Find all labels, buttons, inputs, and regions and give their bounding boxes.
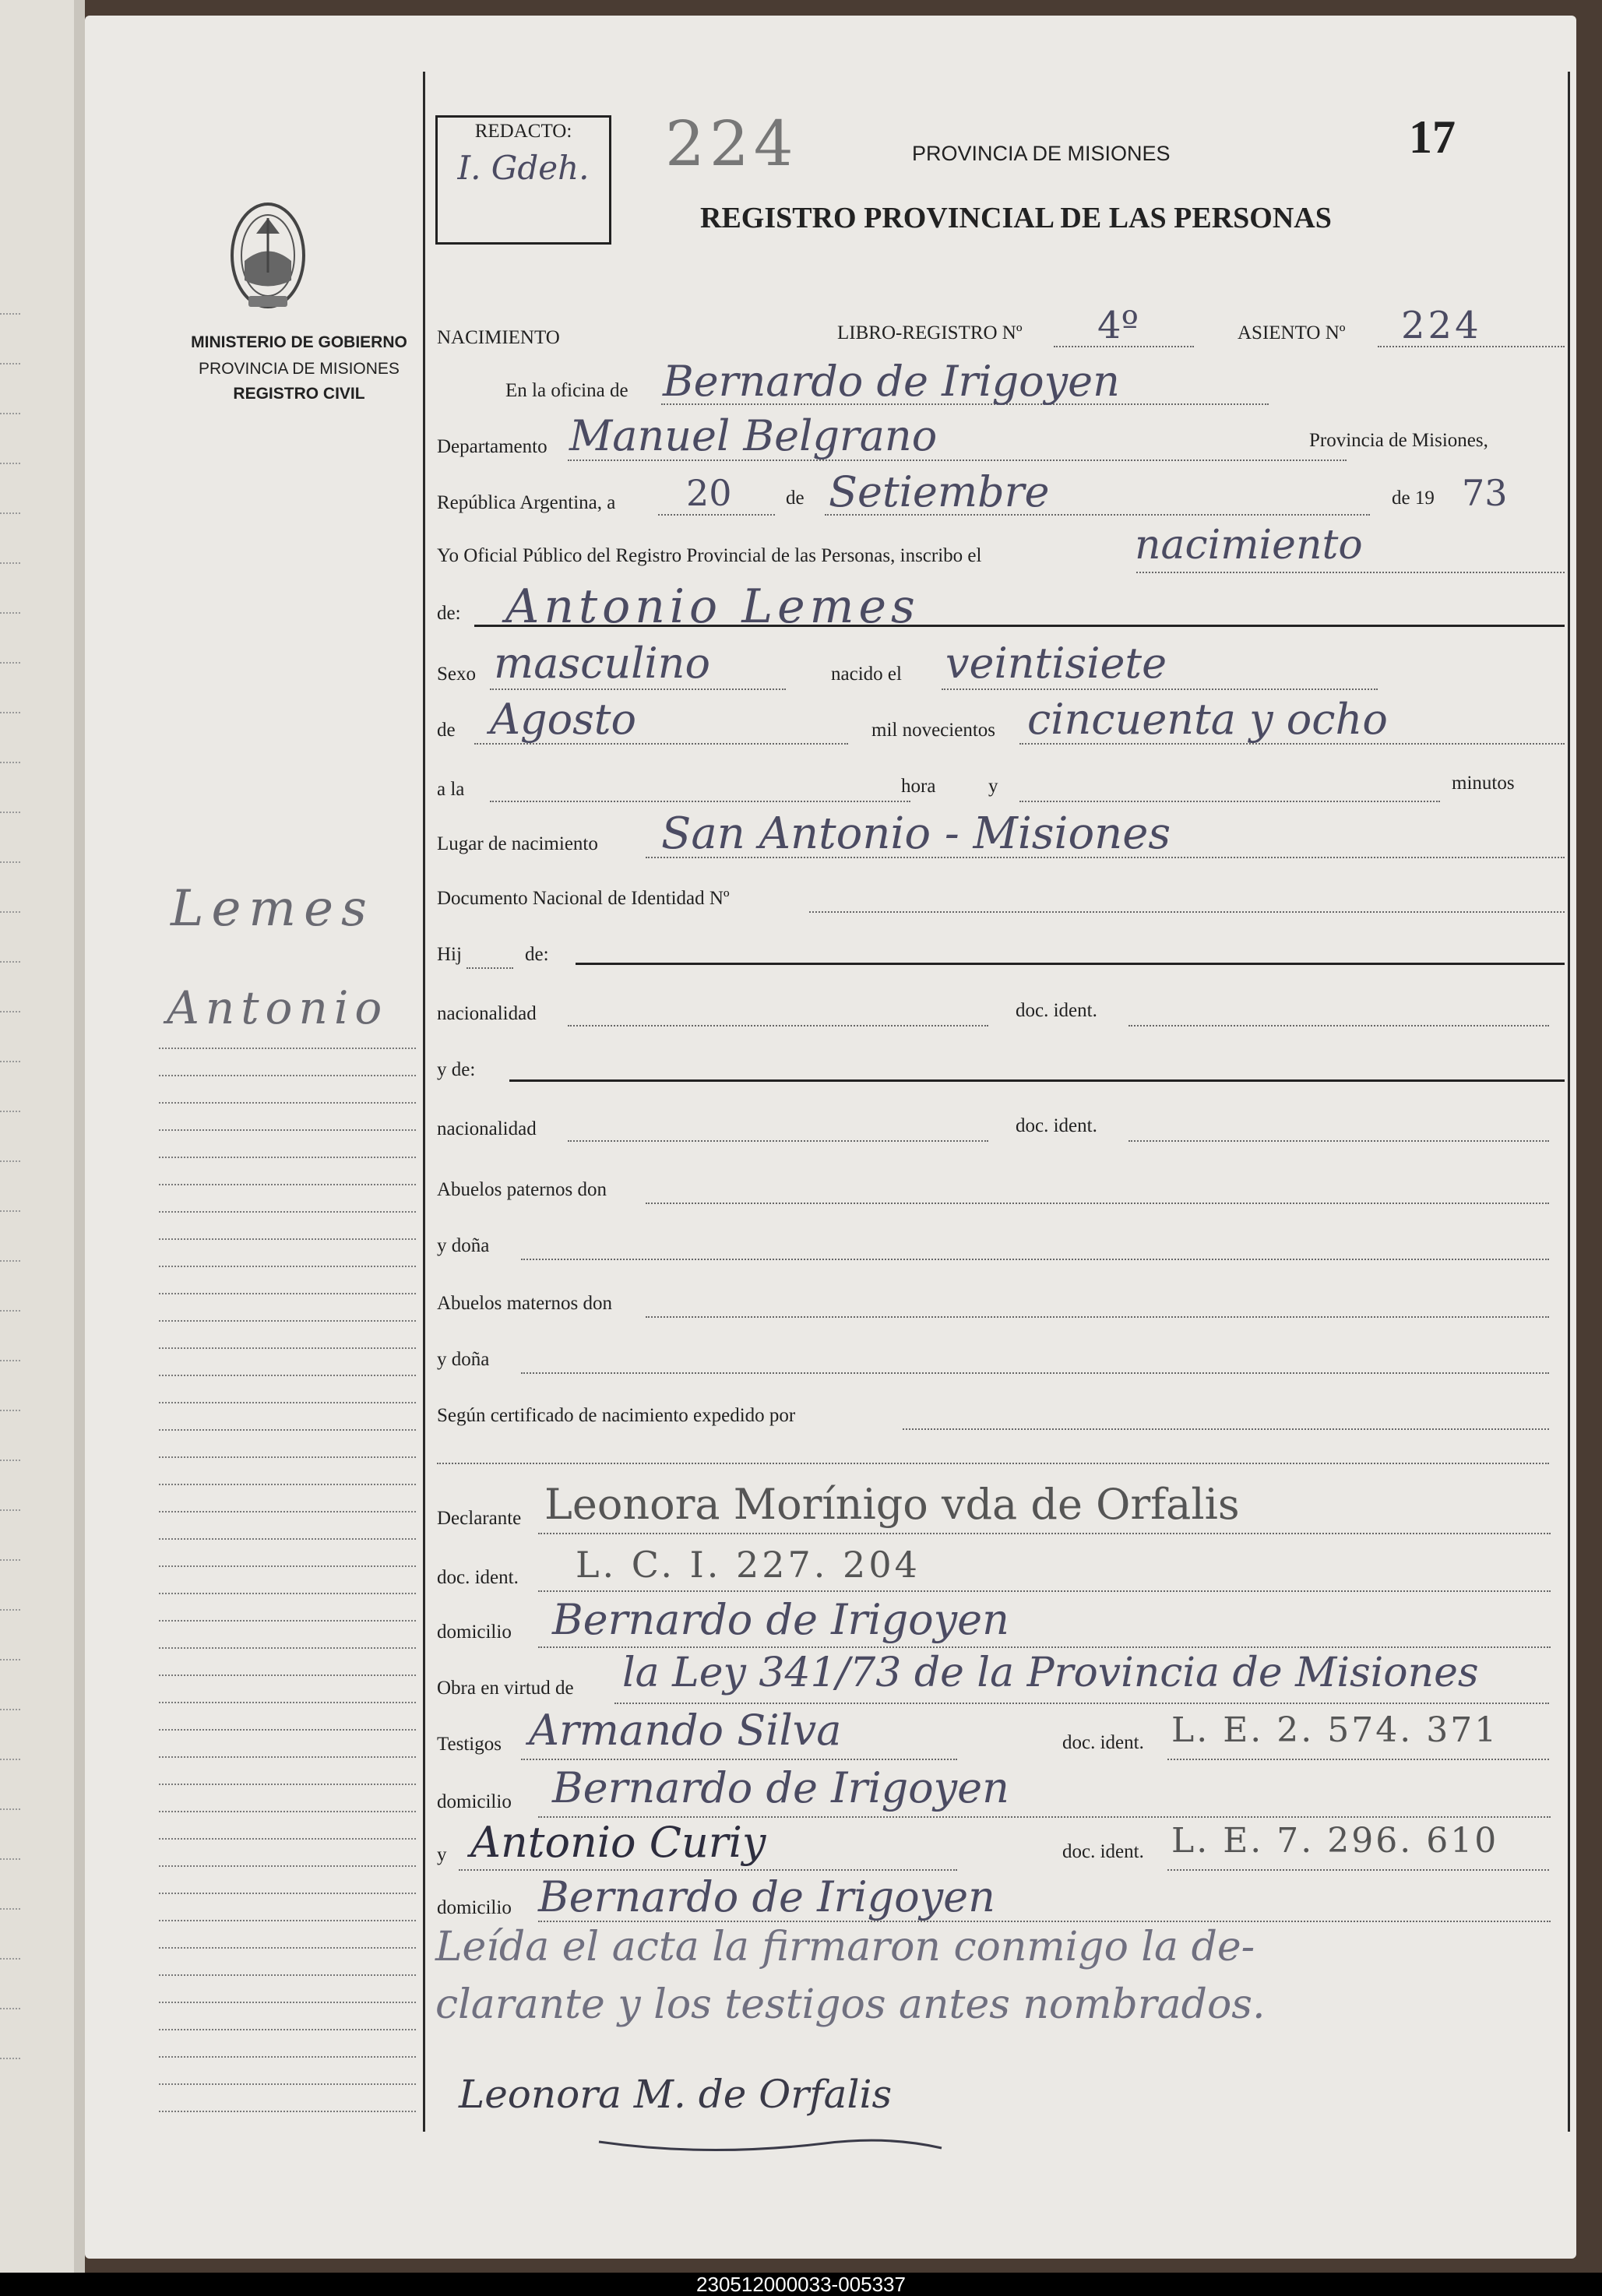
minutos-label: minutos [1452,773,1515,794]
margin-rule [423,72,425,2132]
year-value: 73 [1462,472,1508,514]
y2-label: y [437,1844,447,1865]
testigo1-dom-label: domicilio [437,1791,512,1812]
margin-name: Antonio [167,981,389,1034]
testigo2-doc-value: L. E. 7. 296. 610 [1171,1821,1499,1861]
testigo2-dom-label: domicilio [437,1897,512,1918]
abuelos-paternos-label: Abuelos paternos don [437,1179,607,1200]
closing-line-1: Leída el acta la firmaron conmigo la de- [435,1924,1255,1970]
right-rule [1568,72,1570,2132]
de-label: de [786,488,805,509]
obra-value: la Ley 341/73 de la Provincia de Misiones [622,1650,1479,1696]
person-name-value: Antonio Lemes [505,579,920,634]
domicilio-value: Bernardo de Irigoyen [552,1595,1009,1644]
mil-label: mil novecientos [871,720,995,741]
y-dona-label-1: y doña [437,1235,490,1256]
redacto-value: I. Gdeh. [457,149,590,187]
republica-label: República Argentina, a [437,492,616,513]
declarante-label: Declarante [437,1508,522,1529]
hij-de-label: de: [525,944,549,965]
obra-label: Obra en virtud de [437,1678,574,1699]
y-label: y [988,776,998,797]
nacionalidad-label: nacionalidad [437,1003,537,1024]
testigo2-value: Antonio Curiy [470,1818,766,1867]
testigo1-doc-label: doc. ident. [1062,1732,1144,1753]
domicilio-label: domicilio [437,1622,512,1643]
declarante-doc-label: doc. ident. [437,1567,519,1588]
register-page [85,16,1576,2259]
testigo1-value: Armando Silva [529,1706,842,1755]
a-la-label: a la [437,779,465,800]
ministry-label: MINISTERIO DE GOBIERNO [191,333,407,351]
doc-ident-label-1: doc. ident. [1016,1000,1097,1021]
person-de-label: de: [437,603,461,624]
oficina-label: En la oficina de [505,380,628,401]
page-number: 17 [1409,111,1456,163]
previous-page-edge [0,0,74,2296]
oficial-value: nacimiento [1135,522,1363,569]
hij-label: Hij [437,944,462,965]
departamento-label: Departamento [437,436,547,457]
oficial-label: Yo Oficial Público del Registro Provincial de las Personas, inscribo el [437,545,982,566]
doc-ident-label-2: doc. ident. [1016,1115,1097,1136]
libro-label: LIBRO-REGISTRO Nº [837,322,1023,343]
redacto-label: REDACTO: [474,121,572,142]
provincia-label: Provincia de Misiones, [1309,430,1488,451]
libro-value: 4º [1097,304,1139,347]
page-title: REGISTRO PROVINCIAL DE LAS PERSONAS [700,202,1332,234]
sexo-label: Sexo [437,664,476,685]
province-heading: PROVINCIA DE MISIONES [912,142,1171,165]
lugar-value: San Antonio - Misiones [661,808,1171,859]
day-value: 20 [686,472,732,514]
book-spine [74,0,85,2296]
closing-line-2: clarante y los testigos antes nombrados. [435,1981,1266,2028]
scan-id-footer: 230512000033-005337 [0,2273,1602,2296]
testigo1-dom-value: Bernardo de Irigoyen [552,1763,1009,1812]
nacido-value: veintisiete [945,639,1167,688]
testigo2-doc-label: doc. ident. [1062,1841,1144,1862]
oficina-value: Bernardo de Irigoyen [663,357,1120,406]
month-value: Setiembre [829,467,1050,516]
testigos-label: Testigos [437,1734,502,1755]
birth-year-value: cincuenta y ocho [1027,695,1388,744]
y-de-label: y de: [437,1059,476,1080]
lugar-label: Lugar de nacimiento [437,833,598,854]
declarante-doc-value: L. C. I. 227. 204 [576,1544,921,1586]
provincial-seal-icon [225,187,311,327]
nacionalidad2-label: nacionalidad [437,1118,537,1139]
testigo2-dom-value: Bernardo de Irigoyen [538,1872,995,1921]
hora-label: hora [901,776,936,797]
birth-month-value: Agosto [490,695,636,744]
sexo-value: masculino [494,639,710,688]
birth-de-label: de [437,720,456,741]
abuelos-maternos-label: Abuelos maternos don [437,1293,612,1314]
year-label: de 19 [1392,488,1435,509]
declarant-signature: Leonora M. de Orfalis [459,2072,893,2117]
departamento-value: Manuel Belgrano [569,411,938,460]
handwritten-record-number: 224 [665,107,798,180]
asiento-value: 224 [1401,304,1482,347]
y-dona-label-2: y doña [437,1349,490,1370]
declarante-value: Leonora Morínigo vda de Orfalis [544,1480,1240,1529]
dni-label: Documento Nacional de Identidad Nº [437,888,730,909]
redacto-box [435,115,611,245]
testigo1-doc-value: L. E. 2. 574. 371 [1171,1710,1499,1750]
certificado-label: Según certificado de nacimiento expedido por [437,1405,796,1426]
province-label: PROVINCIA DE MISIONES [199,360,400,378]
margin-surname: Lemes [171,880,375,938]
asiento-label: ASIENTO Nº [1238,322,1346,343]
nacido-label: nacido el [831,664,902,685]
registry-label: REGISTRO CIVIL [233,385,365,403]
record-type: NACIMIENTO [437,327,560,348]
signature-flourish [591,2118,949,2165]
